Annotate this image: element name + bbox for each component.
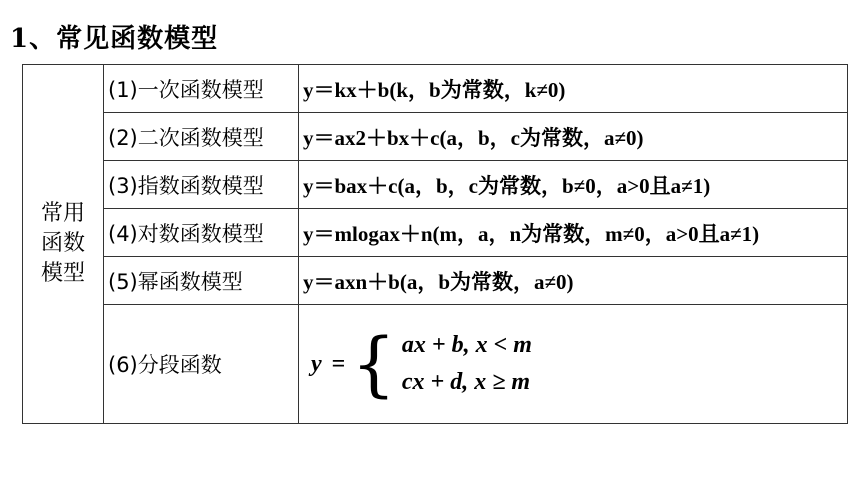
model-name: (5)幂函数模型 bbox=[104, 257, 299, 305]
table-row bbox=[23, 305, 848, 424]
category-line: 模型 bbox=[40, 261, 85, 286]
model-formula bbox=[299, 65, 848, 113]
table-row bbox=[23, 65, 848, 113]
model-name: (2)二次函数模型 bbox=[104, 113, 299, 161]
category-line: 常用 bbox=[40, 201, 85, 226]
piecewise-lhs: y bbox=[311, 350, 322, 377]
left-brace-icon: { bbox=[351, 323, 396, 405]
model-formula bbox=[299, 209, 848, 257]
model-name: (3)指数函数模型 bbox=[104, 161, 299, 209]
formula-text: y＝ax2＋bx＋c(a，b，c为常数，a≠0) bbox=[303, 125, 644, 150]
piecewise-formula bbox=[299, 305, 848, 424]
piecewise-case: ax + b, x < m bbox=[401, 332, 532, 358]
piecewise-equals: = bbox=[331, 350, 346, 377]
formula-text: y＝kx＋b(k，b为常数，k≠0) bbox=[303, 77, 566, 102]
function-models-table bbox=[22, 64, 848, 424]
formula-text: y＝axn＋b(a，b为常数，a≠0) bbox=[303, 269, 574, 294]
table-row bbox=[23, 257, 848, 305]
table-row bbox=[23, 113, 848, 161]
model-formula bbox=[299, 161, 848, 209]
model-name: (1)一次函数模型 bbox=[104, 65, 299, 113]
formula-text: y＝mlogax＋n(m，a，n为常数，m≠0，a>0且a≠1) bbox=[303, 221, 760, 246]
section-title: 1、常见函数模型 bbox=[10, 24, 219, 54]
model-name: (6)分段函数 bbox=[104, 305, 299, 424]
table-row bbox=[23, 209, 848, 257]
model-formula bbox=[299, 113, 848, 161]
table-row bbox=[23, 161, 848, 209]
piecewise-cases bbox=[402, 332, 532, 396]
formula-text: y＝bax＋c(a，b，c为常数，b≠0，a>0且a≠1) bbox=[303, 173, 711, 198]
model-name: (4)对数函数模型 bbox=[104, 209, 299, 257]
category-cell bbox=[23, 65, 104, 424]
category-line: 函数 bbox=[40, 231, 85, 256]
piecewise-case: cx + d, x ≥ m bbox=[401, 369, 531, 395]
model-formula bbox=[299, 257, 848, 305]
piecewise-expression bbox=[311, 323, 532, 405]
